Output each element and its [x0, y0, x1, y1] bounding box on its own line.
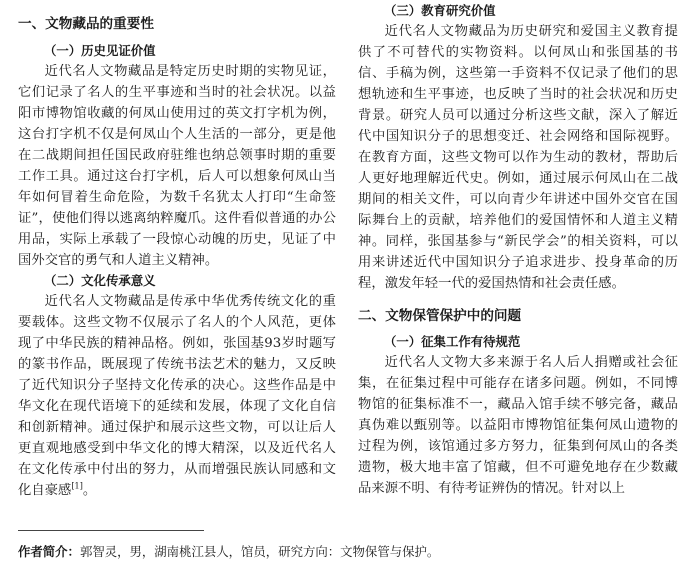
author-bio-label: 作者简介：	[18, 544, 80, 559]
paragraph-historical-value: 近代名人文物藏品是特定历史时期的实物见证，它们记录了名人的生平事迹和当时的社会状况。以益阳市博物馆收藏的何凤山使用过的英文打字机为例，这台打字机不仅是何凤山个人生活的一部分，更是他在二战期间担任国民政府驻维也纳总领事时期的重要工作工具。通过这台打字机，后人可以想象何凤山当年如何冒着生命危险，为数千名犹太人打印“生命签证”，使他们得以逃离纳粹魔爪。这件看似普通的办公用品，实际上承载了一段惊心动魄的历史，见证了中国外交官的勇气和人道主义精神。	[18, 64, 336, 268]
subheading-cultural-heritage: （二）文化传承意义	[44, 273, 156, 288]
right-column	[358, 0, 678, 499]
footnote-divider	[18, 530, 204, 531]
paragraph-end-mark: 。	[82, 483, 97, 498]
section-heading-importance: 一、文物藏品的重要性	[18, 16, 154, 32]
section-heading-problems: 二、文物保管保护中的问题	[358, 308, 522, 324]
author-bio-text: 郭智灵，男，湖南桃江县人，馆员，研究方向：文物保管与保护。	[79, 544, 440, 559]
paragraph-education-research: 近代名人文物藏品为历史研究和爱国主义教育提供了不可替代的实物资料。以何凤山和张国基的书信、手稿为例，这些第一手资料不仅记录了他们的思想轨迹和生平事迹，也反映了当时的社会状况和历史背景。研究人员可以通过分析这些文献，深入了解近代中国知识分子的思想变迁、社会网络和国际视野。在教育方面，这些文物可以作为生动的教材，帮助后人更好地理解近代史。例如，通过展示何凤山在二战期间的相关文件，可以向青少年讲述中国外交官在国际舞台上的贡献，培养他们的爱国情怀和人道主义精神。同样，张国基参与“新民学会”的相关资料，可以用来讲述近代中国知识分子追求进步、投身革命的历程，激发年轻一代的爱国热情和社会责任感。	[358, 24, 678, 291]
paragraph-cultural-heritage-text: 近代名人文物藏品是传承中华优秀传统文化的重要载体。这些文物不仅展示了名人的个人风范，更体现了中华民族的精神品格。例如，张国基93岁时题写的篆书作品，既展现了传统书法艺术的魅力，又反映了近代知识分子坚持文化传承的决心。这些作品是中华文化在现代语境下的延续和发展，体现了文化自信和创新精神。通过保护和展示这些文物，可以让后人更直观地感受到中华文化的博大精深，以及近代名人在文化传承中付出的努力，从而增强民族认同感和文化自豪感	[18, 294, 336, 498]
subheading-collection-work: （一）征集工作有待规范	[384, 334, 521, 349]
subheading-historical-value: （一）历史见证价值	[44, 43, 156, 58]
paragraph-cultural-heritage	[18, 291, 336, 501]
author-bio	[18, 543, 678, 561]
reference-marker: [1]	[71, 481, 83, 491]
paragraph-collection-work: 近代名人文物大多来源于名人后人捐赠或社会征集，在征集过程中可能存在诸多问题。例如，不同博物馆的征集标准不一，藏品入馆手续不够完备，藏品真伪难以甄别等。以益阳市博物馆征集何凤山遗物的过程为例，该馆通过多方努力，征集到何凤山的各类遗物，极大地丰富了馆藏，但不可避免地存在少数藏品来源不明、有待考证辨伪的情况。针对以上	[358, 355, 678, 496]
left-column	[18, 0, 336, 501]
subheading-education-research: （三）教育研究价值	[384, 3, 496, 18]
